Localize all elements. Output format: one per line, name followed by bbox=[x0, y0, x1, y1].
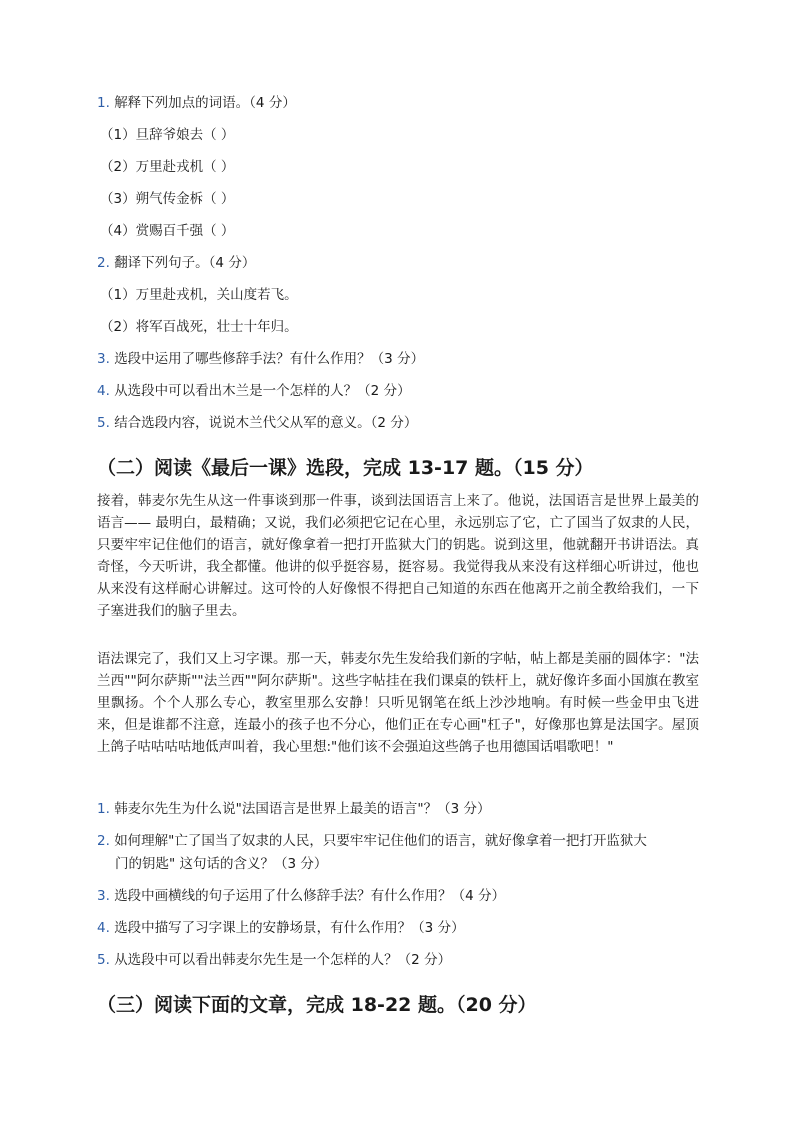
question-2-continuation: 门的钥匙" 这句话的含义？（3 分） bbox=[115, 856, 328, 872]
question-text: 选段中描写了习字课上的安静场景，有什么作用？（3 分） bbox=[114, 920, 465, 936]
question-2 bbox=[97, 831, 647, 851]
sub-question-2-2: （2）将军百战死，壮士十年归。 bbox=[100, 319, 298, 335]
question-1 bbox=[97, 93, 296, 113]
sub-question-2-1: （1）万里赴戎机，关山度若飞。 bbox=[100, 287, 298, 303]
question-text: 翻译下列句子。（4 分） bbox=[114, 255, 256, 271]
passage-paragraph-2: 语法课完了，我们又上习字课。那一天，韩麦尔先生发给我们新的字帖，帖上都是美丽的圆体字："法兰西""阿尔萨斯""法兰西""阿尔萨斯"。这些字帖挂在我们课桌的铁杆上，就好像许多面小国旗在教室里飘扬。个个人那么专心，教室里那么安静！只听见钢笔在纸上沙沙地响。有时候一些金甲虫飞进来，但是谁都不注意，连最小的孩子也不分心，他们正在专心画"杠子"，好像那也算是法国字。屋顶上鸽子咕咕咕咕地低声叫着，我心里想:"他们该不会强迫这些鸽子也用德国话唱歌吧！" bbox=[97, 651, 699, 755]
sub-question-1-1: （1）旦辞爷娘去（ ） bbox=[100, 127, 235, 143]
question-1 bbox=[97, 799, 491, 819]
question-number: 2. bbox=[97, 833, 110, 849]
question-text: 解释下列加点的词语。（4 分） bbox=[114, 95, 296, 111]
question-number: 4. bbox=[97, 383, 110, 399]
section-heading: （三）阅读下面的文章，完成 18-22 题。（20 分） bbox=[97, 994, 537, 1016]
question-4 bbox=[97, 381, 411, 401]
question-5 bbox=[97, 950, 451, 970]
question-text: 从选段中可以看出木兰是一个怎样的人？（2 分） bbox=[114, 383, 411, 399]
question-text: 如何理解"亡了国当了奴隶的人民，只要牢牢记住他们的语言，就好像拿着一把打开监狱大 bbox=[114, 833, 647, 849]
question-3 bbox=[97, 349, 424, 369]
question-text: 从选段中可以看出韩麦尔先生是一个怎样的人？（2 分） bbox=[114, 952, 452, 968]
sub-question-1-3: （3）朔气传金柝（ ） bbox=[100, 191, 235, 207]
question-number: 3. bbox=[97, 888, 110, 904]
question-number: 3. bbox=[97, 351, 110, 367]
question-number: 2. bbox=[97, 255, 110, 271]
question-number: 1. bbox=[97, 801, 110, 817]
passage-paragraph-1: 接着，韩麦尔先生从这一件事谈到那一件事，谈到法国语言上来了。他说，法国语言是世界上最美的语言—— 最明白，最精确；又说，我们必须把它记在心里，永远别忘了它，亡了国当了奴隶的人民，只要牢牢记住他们的语言，就好像拿着一把打开监狱大门的钥匙。说到这里，他就翻开书讲语法。真奇怪，今天听讲，我全都懂。他讲的似乎挺容易，挺容易。我觉得我从来没有这样细心听讲过，他也从来没有这样耐心讲解过。这可怜的人好像恨不得把自己知道的东西在他离开之前全教给我们，一下子塞进我们的脑子里去。 bbox=[97, 493, 699, 619]
question-2 bbox=[97, 253, 255, 273]
sub-question-1-4: （4）赏赐百千强（ ） bbox=[100, 223, 235, 239]
question-number: 1. bbox=[97, 95, 110, 111]
question-5 bbox=[97, 413, 417, 433]
section-heading: （二）阅读《最后一课》选段，完成 13-17 题。（15 分） bbox=[97, 457, 594, 479]
question-4 bbox=[97, 918, 465, 938]
question-number: 5. bbox=[97, 952, 110, 968]
question-text: 结合选段内容，说说木兰代父从军的意义。（2 分） bbox=[114, 415, 418, 431]
sub-question-1-2: （2）万里赴戎机（ ） bbox=[100, 159, 235, 175]
question-number: 5. bbox=[97, 415, 110, 431]
question-text: 选段中运用了哪些修辞手法？有什么作用？（3 分） bbox=[114, 351, 425, 367]
question-number: 4. bbox=[97, 920, 110, 936]
question-3 bbox=[97, 886, 505, 906]
question-text: 选段中画横线的句子运用了什么修辞手法？有什么作用？（4 分） bbox=[114, 888, 506, 904]
question-text: 韩麦尔先生为什么说"法国语言是世界上最美的语言"？（3 分） bbox=[114, 801, 491, 817]
